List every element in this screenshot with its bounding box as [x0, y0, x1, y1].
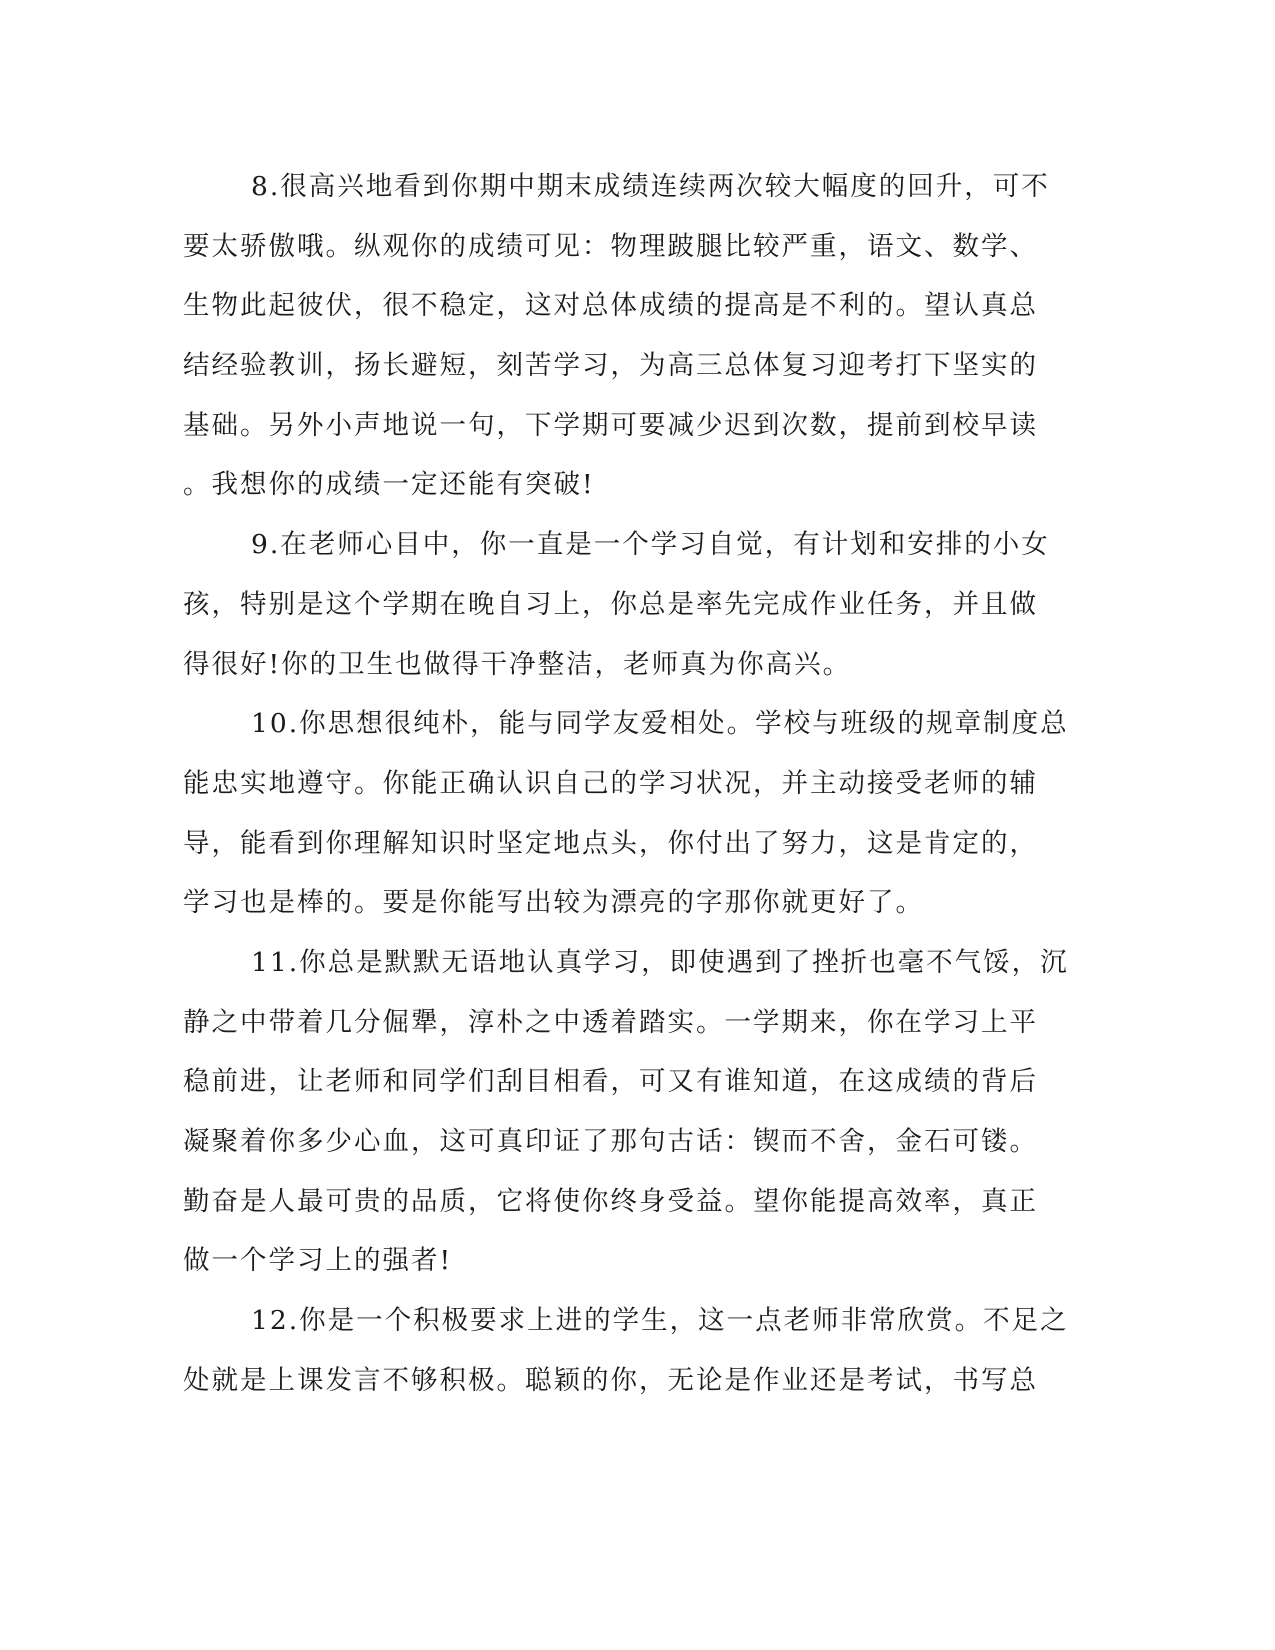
text-line: 处就是上课发言不够积极。聪颖的你，无论是作业还是考试，书写总 [183, 1364, 1038, 1396]
text-line: 生物此起彼伏，很不稳定，这对总体成绩的提高是不利的。望认真总 [183, 290, 1038, 322]
document-body [183, 157, 1069, 1410]
text-line: 稳前进，让老师和同学们刮目相看，可又有谁知道，在这成绩的背后 [183, 1066, 1038, 1098]
text-line: 结经验教训，扬长避短，刻苦学习，为高三总体复习迎考打下坚实的 [183, 350, 1038, 382]
text-line: 能忠实地遵守。你能正确认识自己的学习状况，并主动接受老师的辅 [183, 767, 1038, 799]
text-line: 静之中带着几分倔犟，淳朴之中透着踏实。一学期来，你在学习上平 [183, 1006, 1038, 1038]
text-line: 10.你思想很纯朴，能与同学友爱相处。学校与班级的规章制度总 [251, 708, 1069, 740]
text-line: 得很好!你的卫生也做得干净整洁，老师真为你高兴。 [183, 648, 852, 680]
text-line: 孩，特别是这个学期在晚自习上，你总是率先完成作业任务，并且做 [183, 588, 1038, 620]
text-line: 8.很高兴地看到你期中期末成绩连续两次较大幅度的回升，可不 [251, 171, 1050, 202]
text-line: 基础。另外小声地说一句，下学期可要减少迟到次数，提前到校早读 [183, 409, 1038, 441]
text-line: 9.在老师心目中，你一直是一个学习自觉，有计划和安排的小女 [251, 529, 1050, 561]
text-line: 做一个学习上的强者! [183, 1245, 453, 1277]
text-line: 12.你是一个积极要求上进的学生，这一点老师非常欣赏。不足之 [251, 1305, 1069, 1337]
text-line: 导，能看到你理解知识时坚定地点头，你付出了努力，这是肯定的， [183, 827, 1038, 859]
text-line: 学习也是棒的。要是你能写出较为漂亮的字那你就更好了。 [183, 887, 924, 919]
text-line: 11.你总是默默无语地认真学习，即使遇到了挫折也毫不气馁，沉 [251, 946, 1069, 978]
text-line: 要太骄傲哦。纵观你的成绩可见：物理跛腿比较严重，语文、数学、 [183, 230, 1038, 262]
text-line: 。我想你的成绩一定还能有突破! [183, 469, 595, 501]
text-line: 凝聚着你多少心血，这可真印证了那句古话：锲而不舍，金石可镂。 [183, 1126, 1038, 1157]
text-line: 勤奋是人最可贵的品质，它将使你终身受益。望你能提高效率，真正 [183, 1185, 1038, 1217]
